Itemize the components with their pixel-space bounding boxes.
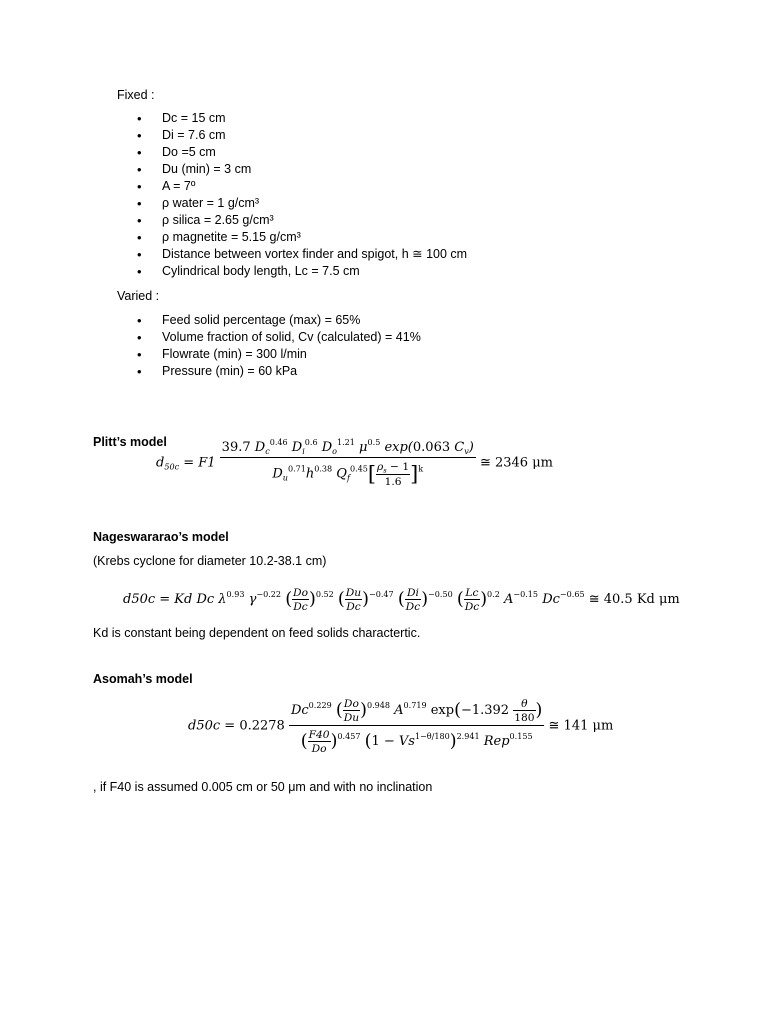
fixed-heading: Fixed : [117,88,155,102]
varied-heading: Varied : [117,289,160,303]
fixed-parameter-list [137,110,467,280]
varied-parameter-item: • Feed solid percentage (max) = 65% [137,312,421,329]
asomah-note: , if F40 is assumed 0.005 cm or 50 μm and with no inclination [93,780,433,794]
asomah-equation: d50c = 0.2278 $Dc^{0.229}$ ( $\frac{Do}{Du}$ )$^{0.948}$ $A^{0.719}$ exp(−1.392 $\frac{\theta}{180}$ ) ( $\frac{F40}{Do}$ )$^{0.457}$ $(1 - Vs^{1-\theta/180})^{2.941}$ Rep$^{0.155}$ ≅ 141 μm [188,697,614,755]
plitt-model-title: Plitt’s model [93,435,167,449]
fixed-parameter-item: • A = 7º [137,178,467,195]
fixed-parameter-item: • Cylindrical body length, Lc = 7.5 cm [137,263,467,280]
nageswararao-subtitle: (Krebs cyclone for diameter 10.2-38.1 cm) [93,554,327,568]
varied-parameter-item: • Volume fraction of solid, Cv (calculated) = 41% [137,329,421,346]
nageswararao-model-title: Nageswararao’s model [93,530,229,544]
nageswararao-result: ≅ 40.5 Kd μm [588,592,680,607]
fixed-parameter-item: • ρ water = 1 g/cm³ [137,195,467,212]
plitt-result: ≅ 2346 μm [479,455,553,471]
varied-parameter-item: • Flowrate (min) = 300 l/min [137,346,421,363]
nageswararao-equation: d50c = Kd Dc $\lambda^{0.93}$ $\gamma^{-0.22}$ ( $\frac{Do}{Dc}$ )$^{0.52}$ ( $\frac{Du}{Dc}$ )$^{-0.47}$ ( $\frac{Di}{Dc}$ )$^{-0.50}$ ( $\frac{Lc}{Dc}$ )$^{0.2}$ $A^{-0.15}$ $Dc^{-0.65}$ ≅ 40.5 Kd μm [123,586,680,613]
fixed-parameter-item: • Distance between vortex finder and spigot, h ≅ 100 cm [137,246,467,263]
varied-parameter-item: • Pressure (min) = 60 kPa [137,363,421,380]
asomah-result: ≅ 141 μm [548,718,614,734]
fixed-parameter-item: • Di = 7.6 cm [137,127,467,144]
fixed-parameter-item: • Dc = 15 cm [137,110,467,127]
nageswararao-note: Kd is constant being dependent on feed solids charactertic. [93,626,421,640]
fixed-parameter-item: • ρ silica = 2.65 g/cm³ [137,212,467,229]
varied-parameter-list [137,312,421,380]
fixed-parameter-item: • Do =5 cm [137,144,467,161]
asomah-model-title: Asomah’s model [93,672,193,686]
fixed-parameter-item: • Du (min) = 3 cm [137,161,467,178]
plitt-equation: $d_{50c} = F1$ 39.7 $D_c^{0.46}$ $D_i^{0.6}$ $D_o^{1.21}$ $\mu^{0.5}$ exp(0.063 $C_v$) $D_u^{0.71}h^{0.38}$ $Q_f^{0.45}$[ $\frac{\rho_s - 1}{1.6}$ ]$^k$ ≅ 2346 μm [156,438,553,489]
fixed-parameter-item: • ρ magnetite = 5.15 g/cm³ [137,229,467,246]
